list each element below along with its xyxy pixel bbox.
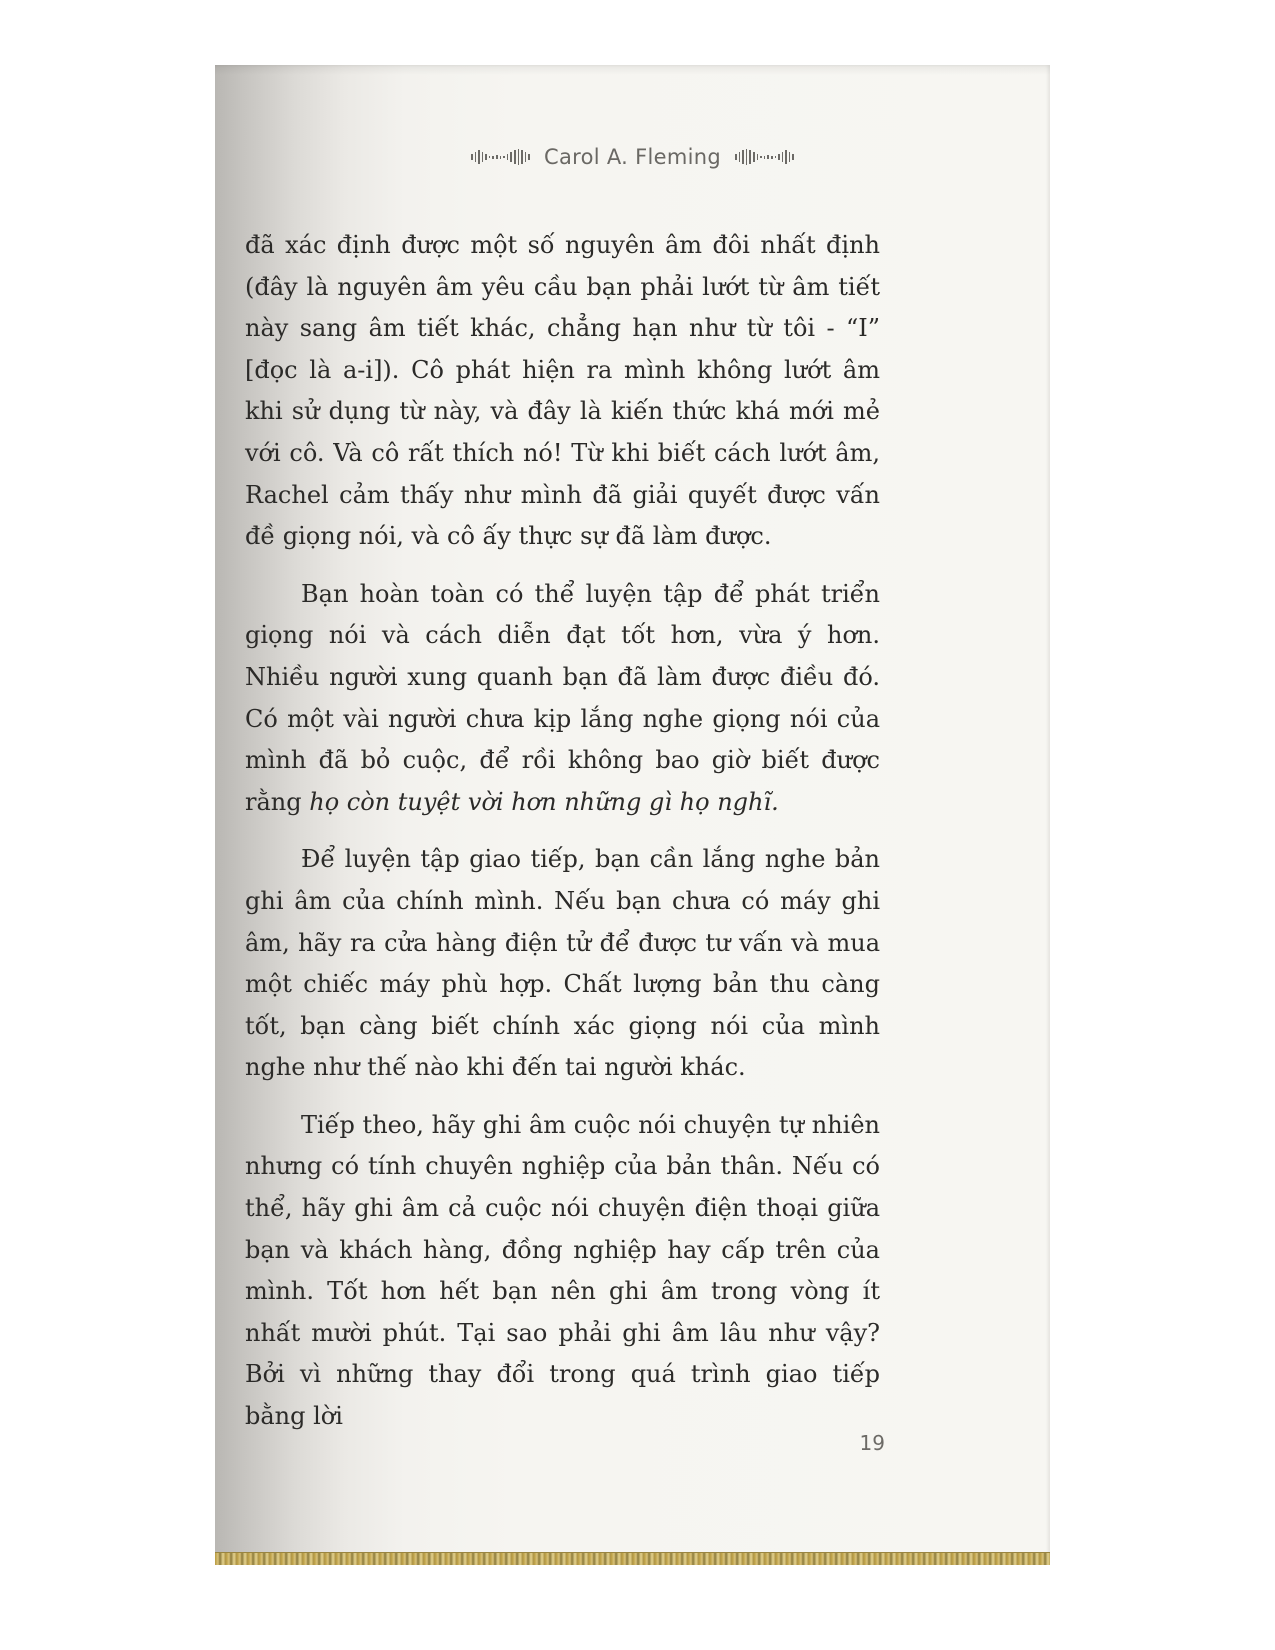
ornament-bar	[471, 154, 473, 160]
book-page	[215, 65, 1050, 1565]
ornament-bar	[475, 152, 477, 162]
paragraph	[245, 225, 880, 558]
ornament-bar	[760, 156, 762, 158]
paragraph	[245, 574, 880, 824]
ornament-bar	[507, 154, 509, 160]
paragraph	[245, 1105, 880, 1438]
ornament-bar	[485, 154, 487, 160]
ornament-bar	[785, 150, 787, 164]
paragraph-text: đã xác định được một số nguyên âm đôi nhất định (đây là nguyên âm yêu cầu bạn phải lướt từ âm tiết này sang âm tiết khác, chẳng hạn như từ tôi - “I” [đọc là a-i]). Cô phát hiện ra mình không lướt âm khi sử dụng từ này, và đây là kiến thức khá mới mẻ với cô. Và cô rất thích nó! Từ khi biết cách lướt âm, Rachel cảm thấy như mình đã giải quyết được vấn đề giọng nói, và cô ấy thực sự đã làm được.	[245, 231, 880, 551]
sound-wave-ornament-left-icon	[471, 146, 530, 168]
ornament-bar	[478, 150, 480, 164]
author-name: Carol A. Fleming	[544, 145, 721, 169]
page-top-shadow	[215, 65, 1050, 75]
ornament-bar	[514, 150, 516, 164]
ornament-bar	[525, 152, 527, 162]
ornament-bar	[739, 152, 741, 162]
ornament-bar	[489, 156, 491, 158]
ornament-bar	[742, 150, 744, 164]
ornament-bar	[746, 149, 748, 165]
sound-wave-ornament-right-icon	[735, 146, 794, 168]
ornament-bar	[753, 152, 755, 162]
ornament-bar	[757, 154, 759, 160]
ornament-bar	[749, 150, 751, 164]
ornament-bar	[735, 154, 737, 160]
ornament-bar	[521, 150, 523, 164]
paragraph-text: Tiếp theo, hãy ghi âm cuộc nói chuyện tự nhiên nhưng có tính chuyên nghiệp của bản thân. Nếu có thể, hãy ghi âm cả cuộc nói chuyện điện thoại giữa bạn và khách hàng, đồng nghiệp hay cấp trên của mình. Tốt hơn hết bạn nên ghi âm trong vòng ít nhất mười phút. Tại sao phải ghi âm lâu như vậy? Bởi vì những thay đổi trong quá trình giao tiếp bằng lời	[245, 1110, 880, 1431]
running-head	[215, 145, 1050, 169]
ornament-bar	[782, 152, 784, 162]
ornament-bar	[500, 156, 502, 159]
ornament-bar	[789, 152, 791, 162]
paragraph-text: Bạn hoàn toàn có thể luyện tập để phát triển giọng nói và cách diễn đạt tốt hơn, vừa ý hơn. Nhiều người xung quanh bạn đã làm được điều đó. Có một vài người chưa kịp lắng nghe giọng nói của mình đã bỏ cuộc, để rồi không bao giờ biết được rằng	[245, 579, 880, 816]
ornament-bar	[778, 154, 780, 160]
ornament-bar	[496, 155, 498, 159]
body-text	[245, 225, 880, 1454]
ornament-bar	[503, 156, 505, 158]
ornament-bar	[764, 156, 766, 159]
italic-text: họ còn tuyệt vời hơn những gì họ nghĩ.	[309, 787, 779, 816]
paragraph-text: Để luyện tập giao tiếp, bạn cần lắng nghe bản ghi âm của chính mình. Nếu bạn chưa có máy ghi âm, hãy ra cửa hàng điện tử để được tư vấn và mua một chiếc máy phù hợp. Chất lượng bản thu càng tốt, bạn càng biết chính xác giọng nói của mình nghe như thế nào khi đến tai người khác.	[245, 845, 880, 1082]
ornament-bar	[792, 154, 794, 160]
ornament-bar	[518, 149, 520, 165]
ornament-bar	[510, 152, 512, 162]
ornament-bar	[771, 156, 773, 159]
gilt-page-edge	[215, 1552, 1050, 1565]
page-number: 19	[859, 1431, 885, 1455]
ornament-bar	[482, 152, 484, 162]
ornament-bar	[767, 155, 769, 159]
paragraph	[245, 839, 880, 1089]
ornament-bar	[492, 156, 494, 159]
ornament-bar	[775, 156, 777, 158]
ornament-bar	[528, 154, 530, 160]
